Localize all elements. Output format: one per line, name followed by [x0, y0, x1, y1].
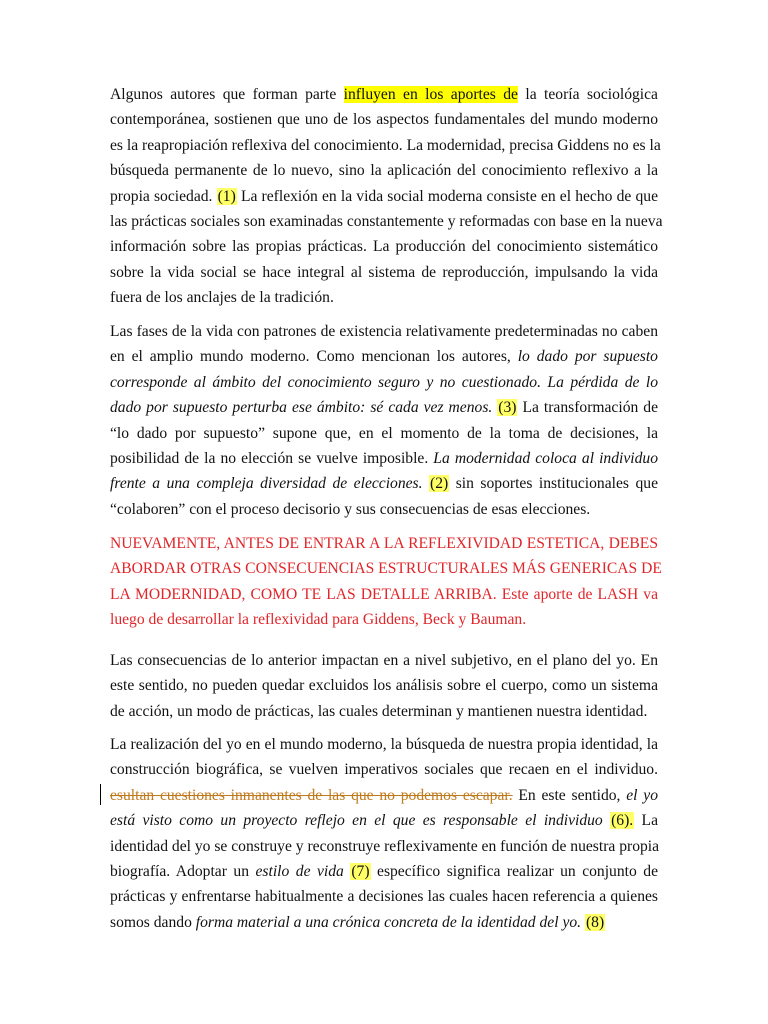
line: sobre la vida social se hace integral al sistema de reproducción, impulsando la vida [110, 263, 658, 281]
text: La reflexión en la vida social moderna consiste en el hecho de que [236, 187, 658, 205]
line [110, 184, 658, 209]
line: ABORDAR OTRAS CONSECUENCIAS ESTRUCTURALES MÁS GENERICAS DE [110, 560, 662, 578]
italic-text: lo dado por supuesto [517, 348, 658, 366]
paragraph-2 [110, 319, 658, 522]
text: En este sentido, [512, 786, 627, 804]
line: prácticas y enfrentarse habitualmente a decisiones las cuales hacen referencia a quienes [110, 888, 658, 906]
line: luego de desarrollar la reflexividad para Giddens, Beck y Bauman. [110, 611, 527, 629]
line [110, 344, 658, 369]
text: sin soportes institucionales que [449, 475, 658, 493]
line: “colaboren” con el proceso decisorio y sus consecuencias de esas elecciones. [110, 500, 591, 518]
line: construcción biográfica, se vuelven imperativos sociales que recaen en el individuo. [110, 761, 658, 779]
text: La [634, 812, 658, 830]
text: posibilidad de la no elección se vuelve imposible. [110, 449, 434, 467]
line: fuera de los anclajes de la tradición. [110, 289, 334, 307]
deleted-text: esultan cuestiones inmanentes de las que no podemos escapar. [110, 786, 513, 804]
line [110, 808, 658, 833]
line: las prácticas sociales son examinadas constantemente y reformadas con base en la nueva [110, 212, 663, 230]
italic-text: está visto como un proyecto reflejo en el que es responsable el individuo [110, 812, 603, 830]
footnote-marker: (2) [430, 475, 449, 493]
text: biografía. Adoptar un [110, 862, 256, 880]
highlighted-text: influyen en los aportes de [343, 86, 518, 103]
text: en el amplio mundo moderno. Como mencionan los autores, [110, 348, 518, 366]
footnote-marker: (6). [611, 812, 634, 830]
italic-text: estilo de vida [255, 862, 344, 880]
line: Las consecuencias de lo anterior impactan en a nivel subjetivo, en el plano del yo. En [110, 652, 658, 669]
line: este sentido, no pueden quedar excluidos los análisis sobre el cuerpo, como un sistema [110, 677, 658, 695]
line [110, 859, 658, 884]
line: de acción, un modo de prácticas, las cuales determinan y mantienen nuestra identidad. [110, 702, 648, 720]
italic-text: el yo [626, 786, 658, 804]
line [110, 370, 658, 395]
text: la teoría sociológica [517, 86, 658, 103]
line: “lo dado por supuesto” supone que, en el momento de la toma de decisiones, la [110, 424, 658, 442]
text: propia sociedad. [110, 187, 217, 205]
italic-text: forma material a una crónica concreta de la identidad del yo. [195, 913, 582, 931]
line [110, 783, 658, 808]
footnote-marker: (7) [351, 862, 370, 880]
footnote-marker: (8) [585, 913, 605, 931]
line [110, 446, 658, 471]
reviewer-comment [110, 531, 662, 633]
line: NUEVAMENTE, ANTES DE ENTRAR A LA REFLEXIVIDAD ESTETICA, DEBES [110, 535, 658, 552]
paragraph-1 [110, 82, 663, 311]
text: somos dando [110, 913, 196, 931]
line: La realización del yo en el mundo moderno, la búsqueda de nuestra propia identidad, la [110, 736, 658, 753]
line: Las fases de la vida con patrones de existencia relativamente predeterminadas no caben [110, 323, 658, 340]
line [110, 471, 658, 496]
text: Algunos autores que forman parte [110, 86, 344, 103]
text: La transformación de [517, 399, 658, 417]
line: información sobre las propias prácticas. La producción del conocimiento sistemático [110, 238, 658, 256]
line: identidad del yo se construye y reconstruye reflexivamente en función de nuestra propia [110, 837, 660, 855]
line [110, 395, 658, 420]
paragraph-5 [110, 732, 658, 935]
line: contemporánea, sostienen que uno de los aspectos fundamentales del mundo moderno [110, 111, 658, 129]
italic-text: frente a una compleja diversidad de elecciones. [110, 475, 423, 493]
paragraph-4 [110, 648, 658, 724]
line: es la reapropiación reflexiva del conocimiento. La modernidad, precisa Giddens no es la [110, 136, 661, 154]
line [110, 910, 658, 935]
italic-text: corresponde al ámbito del conocimiento seguro y no cuestionado. La pérdida de lo [110, 373, 658, 391]
line: LA MODERNIDAD, COMO TE LAS DETALLE ARRIBA. Este aporte de LASH va [110, 585, 658, 603]
line [110, 82, 658, 107]
text: específico significa realizar un conjunto de [370, 862, 658, 880]
footnote-marker: (1) [217, 187, 236, 205]
line: búsqueda permanente de lo nuevo, sino la aplicación del conocimiento reflexivo a la [110, 162, 658, 180]
footnote-marker: (3) [498, 399, 517, 417]
text-cursor [100, 784, 101, 805]
italic-text: dado por supuesto perturba ese ámbito: sé cada vez menos. [110, 399, 493, 417]
italic-text: La modernidad coloca al individuo [433, 449, 658, 467]
